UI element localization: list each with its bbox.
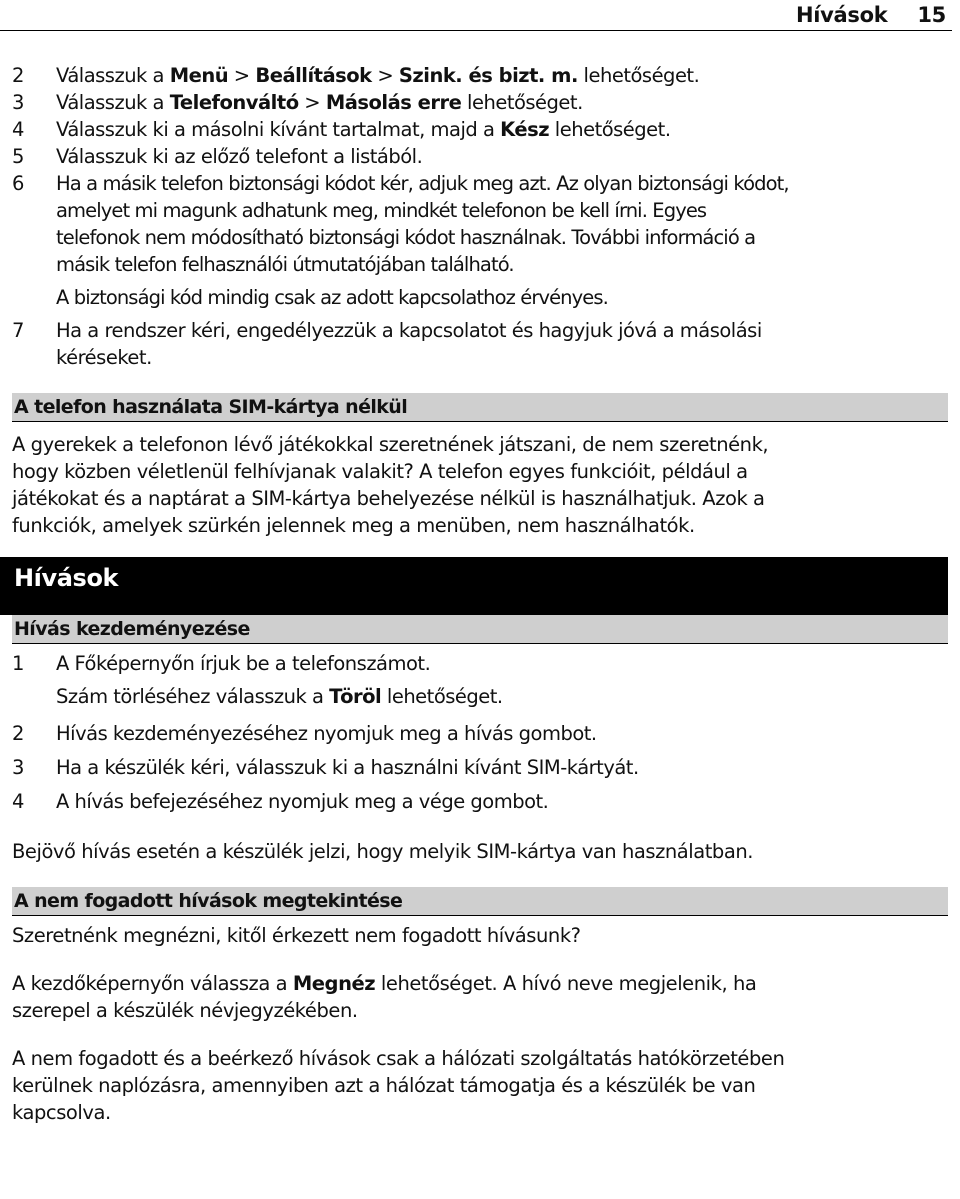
menu-path-item: Kész [500, 118, 550, 141]
menu-path-item: Szink. és bizt. m. [398, 64, 578, 87]
section-heading-sim: A telefon használata SIM-kártya nélkül [12, 393, 948, 422]
menu-path-item: Beállítások [255, 64, 372, 87]
list-item: 4 Válasszuk ki a másolni kívánt tartalmat, majd a Kész lehetőséget. [12, 118, 671, 141]
step-note: A biztonsági kód mindig csak az adott kapcsolathoz érvényes. [56, 286, 608, 309]
menu-path-item: Töröl [329, 685, 382, 708]
list-item: 2 Válasszuk a Menü > Beállítások > Szink. és bizt. m. lehetőséget. [12, 64, 700, 87]
list-item: 7 Ha a rendszer kéri, engedélyezzük a kapcsolatot és hagyjuk jóvá a másolási kéréseket. [12, 319, 762, 369]
call-steps [12, 650, 948, 815]
step-note: Szám törléséhez válasszuk a Töröl lehetőséget. [56, 685, 503, 708]
page-content [12, 62, 948, 1126]
list-item: 6 Ha a másik telefon biztonsági kódot kér, adjuk meg azt. Az olyan biztonsági kódot, amelyet mi magunk adhatunk meg, mindkét telefonon be kell írni. Egyes telefonok nem módosítható biztonsági kódot használnak. További információ a másik telefon felhasználói útmutatójában található. A biztonsági kód mindig csak az adott kapcsolathoz érvényes. [12, 170, 948, 311]
list-item: 5 Válasszuk ki az előző telefont a listából. [12, 145, 423, 168]
sim-paragraph: A gyerekek a telefonon lévő játékokkal szeretnének játszani, de nem szeretnénk, hogy közben véletlenül felhívjanak valakit? A telefon egyes funkcióit, például a játékokat és a naptárat a SIM-kártya behelyezése nélkül is használhatjuk. Azok a funkciók, amelyek szürkén jelennek meg a menüben, nem használhatók. [12, 433, 769, 537]
running-header [0, 0, 952, 31]
list-item: 3 Válasszuk a Telefonváltó > Másolás erre lehetőséget. [12, 91, 583, 114]
missed-question: Szeretnénk megnézni, kitől érkezett nem fogadott hívásunk? [12, 924, 581, 947]
section-heading-missed: A nem fogadott hívások megtekintése [12, 887, 948, 916]
menu-path-item: Másolás erre [325, 91, 462, 114]
chapter-title-bar: Hívások [0, 557, 948, 615]
menu-path-item: Megnéz [292, 972, 376, 995]
menu-path-item: Telefonváltó [169, 91, 299, 114]
list-item: 1 A Főképernyőn írjuk be a telefonszámot. Szám törléséhez válasszuk a Töröl lehetőséget. [12, 650, 948, 710]
menu-path-item: Menü [169, 64, 229, 87]
missed-paragraph-2: A nem fogadott és a beérkező hívások csak a hálózati szolgáltatás hatókörzetében kerülnek naplózásra, amennyiben azt a hálózat támogatja és a készülék be van kapcsolva. [12, 1047, 785, 1124]
section-heading-call: Hívás kezdeményezése [12, 615, 948, 644]
header-section-title: Hívások [795, 3, 888, 27]
missed-paragraph-1: A kezdőképernyőn válassza a Megnéz lehetőséget. A hívó neve megjelenik, ha szerepel a készülék névjegyzékében. [12, 972, 757, 1022]
steps-top [12, 62, 948, 371]
page-number: 15 [917, 3, 946, 27]
list-item: 3 Ha a készülék kéri, válasszuk ki a használni kívánt SIM-kártyát. [12, 756, 639, 779]
list-item: 2 Hívás kezdeményezéséhez nyomjuk meg a hívás gombot. [12, 722, 597, 745]
call-note-paragraph: Bejövő hívás esetén a készülék jelzi, hogy melyik SIM-kártya van használatban. [12, 840, 754, 863]
list-item: 4 A hívás befejezéséhez nyomjuk meg a vége gombot. [12, 790, 549, 813]
